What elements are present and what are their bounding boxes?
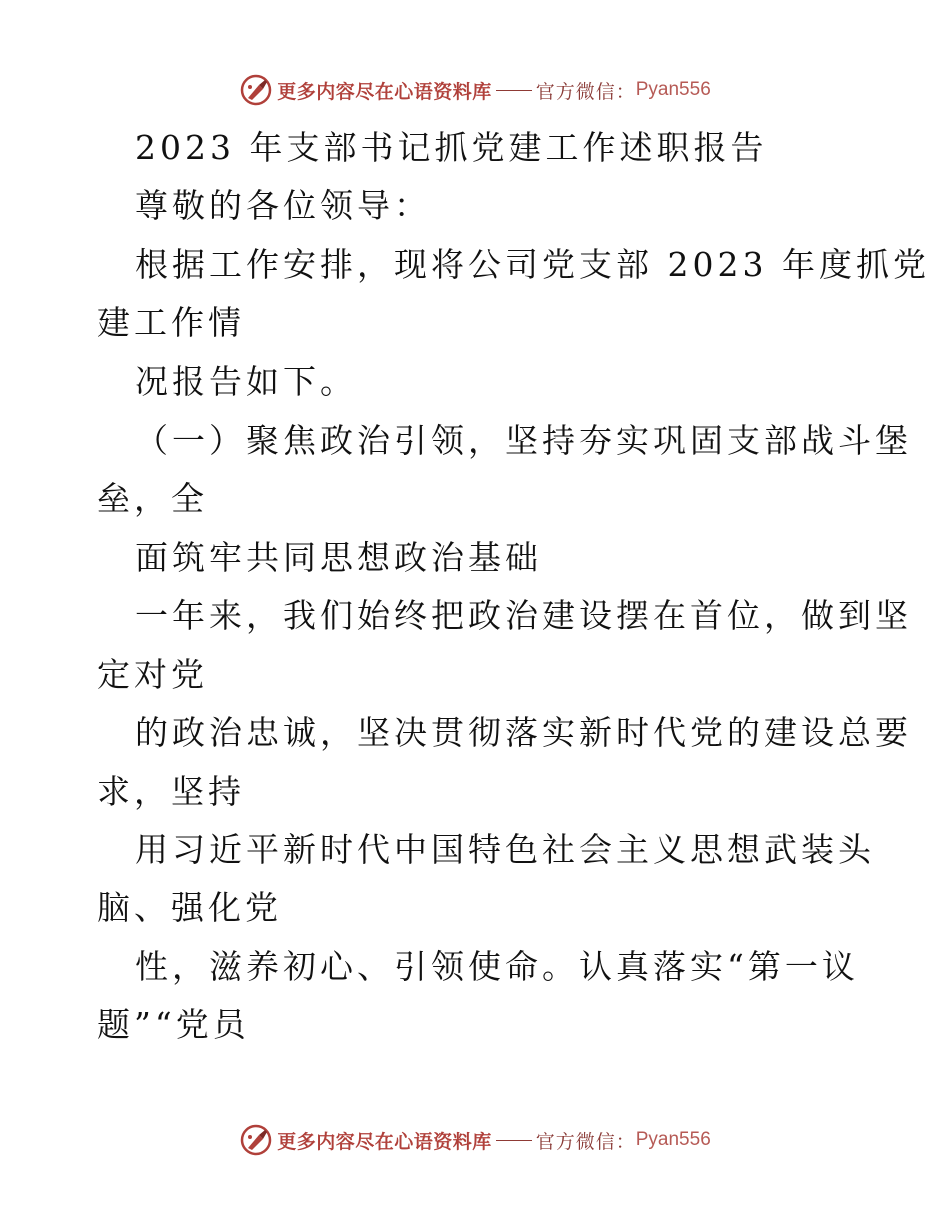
- body-line: 求，坚持: [97, 772, 245, 811]
- body-line: 脑、强化党: [97, 888, 282, 927]
- banner-text: 更多内容尽在心语资料库: [277, 80, 492, 103]
- report-title: 2023 年支部书记抓党建工作述职报告: [135, 128, 768, 167]
- body-line: 定对党: [97, 655, 208, 694]
- section-heading: 垒，全: [97, 479, 208, 518]
- body-line: 况报告如下。: [135, 362, 357, 401]
- banner-dash: [496, 90, 532, 91]
- banner-wechat-label: 官方微信：: [535, 1130, 636, 1153]
- banner-dash: [496, 1140, 532, 1141]
- section-heading: 面筑牢共同思想政治基础: [135, 538, 542, 577]
- banner-text: 更多内容尽在心语资料库: [277, 1130, 492, 1153]
- body-line: 用习近平新时代中国特色社会主义思想武装头: [135, 830, 875, 869]
- body-line: 建工作情: [97, 303, 245, 342]
- pen-nib-logo-icon: [239, 1123, 273, 1157]
- header-banner: [0, 70, 950, 110]
- body-line: 题”“党员: [97, 1005, 250, 1044]
- banner-wechat-id: Pyan556: [635, 1129, 711, 1150]
- section-heading: （一）聚焦政治引领，坚持夯实巩固支部战斗堡: [135, 421, 912, 460]
- salutation: 尊敬的各位领导：: [135, 186, 431, 225]
- body-line: 一年来，我们始终把政治建设摆在首位，做到坚: [135, 596, 912, 635]
- body-line: 的政治忠诚，坚决贯彻落实新时代党的建设总要: [135, 713, 912, 752]
- footer-banner: [0, 1120, 950, 1160]
- banner-wechat-label: 官方微信：: [535, 80, 636, 103]
- body-line: 性，滋养初心、引领使命。认真落实“第一议: [135, 947, 859, 986]
- body-line: 根据工作安排，现将公司党支部 2023 年度抓党: [135, 245, 930, 284]
- banner-wechat-id: Pyan556: [635, 79, 711, 100]
- pen-nib-logo-icon: [239, 73, 273, 107]
